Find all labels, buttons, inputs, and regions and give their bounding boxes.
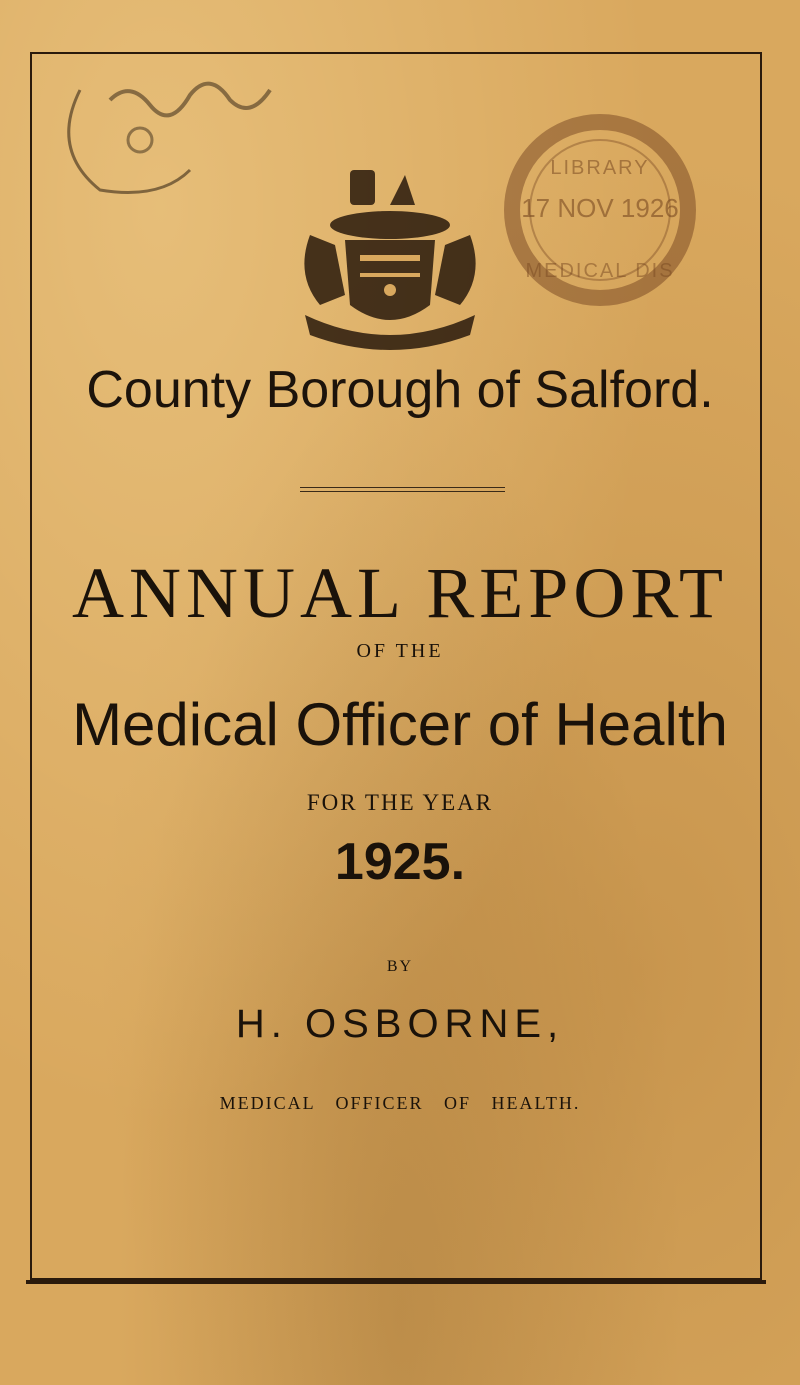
county-heading: County Borough of Salford. bbox=[86, 361, 714, 419]
of-the-label: OF THE bbox=[356, 640, 444, 662]
author-title: MEDICAL OFFICER OF HEALTH. bbox=[219, 1093, 581, 1113]
by-label: BY bbox=[386, 958, 414, 975]
coat-of-arms-crest bbox=[290, 165, 490, 350]
report-title: ANNUAL REPORT bbox=[71, 553, 728, 633]
divider-rule bbox=[300, 487, 505, 492]
author-name: H. OSBORNE, bbox=[235, 1002, 565, 1046]
handwritten-mark bbox=[40, 60, 290, 210]
report-subject: Medical Officer of Health bbox=[72, 691, 728, 758]
report-year: 1925. bbox=[334, 833, 466, 891]
stamp-text-bottom: MEDICAL DIS bbox=[525, 260, 675, 282]
stamp-text-top: LIBRARY bbox=[550, 157, 650, 179]
stamp-date: 17 NOV 1926 bbox=[521, 193, 679, 223]
library-date-stamp bbox=[500, 95, 700, 325]
for-the-year-label: FOR THE YEAR bbox=[306, 790, 494, 815]
